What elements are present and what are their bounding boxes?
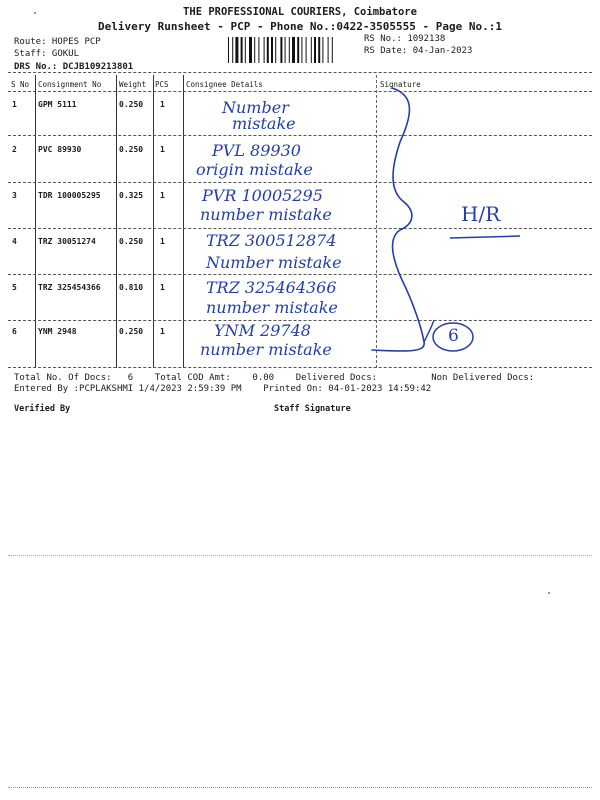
row-weight: 0.250 [119,100,144,109]
col-header-consignee: Consignee Details [186,80,263,89]
row-divider [8,274,592,275]
row-pcs: 1 [160,237,165,246]
row-consignment: PVC 89930 [38,145,82,154]
row-pcs: 1 [160,100,165,109]
count-mark: 6 [448,326,459,346]
row-pcs: 1 [160,283,165,292]
route: Route: HOPES PCP [14,37,101,47]
col-header-sno: S No [11,80,30,89]
row-sno: 5 [12,283,17,292]
row-sno: 1 [12,100,17,109]
barcode [228,37,358,63]
totals-line: Total No. Of Docs: 6 Total COD Amt: 0.00 Delivered Docs: Non Delivered Docs: [14,373,535,383]
row-divider [8,182,592,183]
handwritten-note: number mistake [206,298,338,317]
rs-number: RS No.: 1092138 [364,34,446,44]
row-sno: 4 [12,237,17,246]
verified-by: Verified By [14,404,71,414]
row-weight: 0.325 [119,191,144,200]
runsheet-title: Delivery Runsheet - PCP - Phone No.:0422-3505555 - Page No.:1 [98,20,502,33]
col-header-weight: Weight [119,80,147,89]
company-title: THE PROFESSIONAL COURIERS, Coimbatore [183,6,417,18]
row-weight: 0.250 [119,327,144,336]
row-divider [8,135,592,136]
handwritten-note: PVR 10005295 [202,186,323,205]
handwritten-note: mistake [232,114,296,133]
row-weight: 0.810 [119,283,144,292]
handwritten-note: PVL 89930 [212,141,301,160]
staff: Staff: GOKUL [14,49,80,59]
row-pcs: 1 [160,191,165,200]
row-consignment: TDR 100005295 [38,191,101,200]
row-pcs: 1 [160,327,165,336]
handwritten-note: TRZ 300512874 [206,231,337,250]
col-line [35,75,36,368]
col-line [116,75,117,368]
entered-line: Entered By :PCPLAKSHMI 1/4/2023 2:59:39 PM Printed On: 04-01-2023 14:59:42 [14,384,432,394]
staff-signature: Staff Signature [274,404,351,414]
col-header-pcs: PCS [155,80,169,89]
handwritten-note: origin mistake [196,160,313,179]
handwritten-note: TRZ 325464366 [206,278,337,297]
row-consignment: TRZ 325454366 [38,283,101,292]
row-consignment: TRZ 30051274 [38,237,96,246]
hr-mark: H/R [461,202,501,226]
row-pcs: 1 [160,145,165,154]
scan-artifact-line [8,787,592,788]
row-weight: 0.250 [119,237,144,246]
handwritten-note: number mistake [200,205,332,224]
col-header-consignment: Consignment No [38,80,102,89]
scan-speck [548,592,550,594]
col-line [153,75,154,368]
row-weight: 0.250 [119,145,144,154]
handwritten-note: YNM 29748 [214,321,311,340]
rs-date: RS Date: 04-Jan-2023 [364,46,473,56]
header-divider [8,72,592,73]
row-sno: 2 [12,145,17,154]
scan-speck [34,12,36,14]
row-sno: 6 [12,327,17,336]
col-line [183,75,184,368]
drs-number: DRS No.: DCJB109213801 [14,62,134,72]
table-bottom-divider [8,367,592,368]
column-header-divider [8,91,592,92]
row-sno: 3 [12,191,17,200]
handwritten-note: Number [222,98,289,117]
col-header-signature: Signature [380,80,421,89]
scan-artifact-line [8,555,592,556]
handwritten-note: number mistake [200,340,332,359]
row-consignment: GPM 5111 [38,100,77,109]
row-consignment: YNM 2948 [38,327,77,336]
handwritten-note: Number mistake [206,253,342,272]
